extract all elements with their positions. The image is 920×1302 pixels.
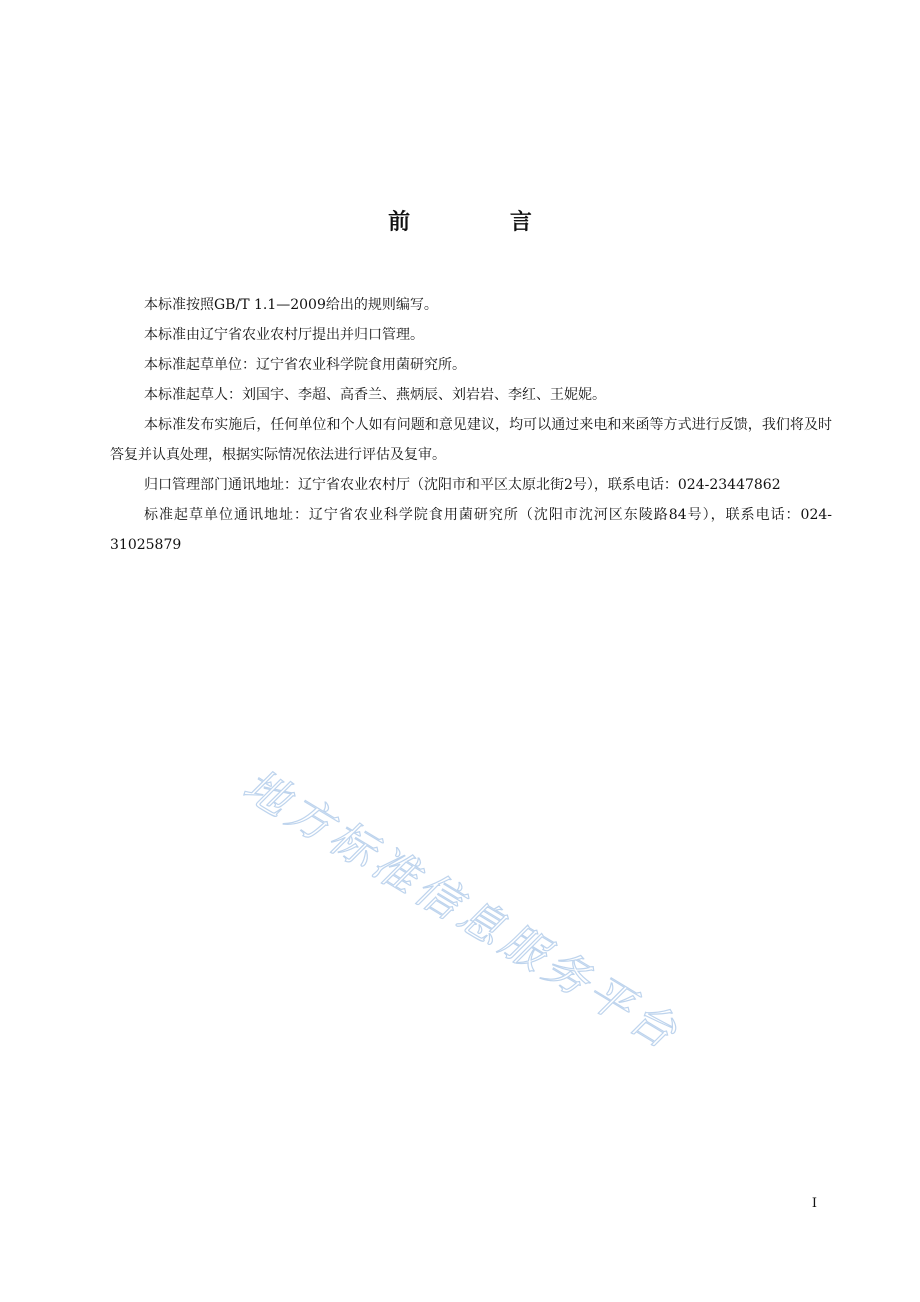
page-title: 前 言 xyxy=(388,210,578,235)
paragraph-drafting-unit: 本标准起草单位：辽宁省农业科学院食用菌研究所。 xyxy=(144,357,466,373)
paragraph-authority-address: 归口管理部门通讯地址：辽宁省农业农村厅（沈阳市和平区太原北街2号），联系电话：024-23447862 xyxy=(144,477,781,493)
paragraph-drafting-rules: 本标准按照GB/T 1.1—2009给出的规则编写。 xyxy=(144,297,438,313)
document-body xyxy=(110,290,832,560)
paragraph-feedback: 本标准发布实施后，任何单位和个人如有问题和意见建议，均可以通过来电和来函等方式进行反馈，我们将及时答复并认真处理，根据实际情况依法进行评估及复审。 xyxy=(110,417,832,463)
page-number: I xyxy=(811,1196,817,1211)
paragraph-drafters: 本标准起草人：刘国宇、李超、高香兰、燕炳辰、刘岩岩、李红、王妮妮。 xyxy=(144,387,606,403)
paragraph-drafting-unit-address: 标准起草单位通讯地址：辽宁省农业科学院食用菌研究所（沈阳市沈河区东陵路84号），联系电话：024-31025879 xyxy=(110,507,832,553)
paragraph-proposer: 本标准由辽宁省农业农村厅提出并归口管理。 xyxy=(144,327,424,343)
watermark: 地方标准信息服务平台 xyxy=(234,759,690,1062)
